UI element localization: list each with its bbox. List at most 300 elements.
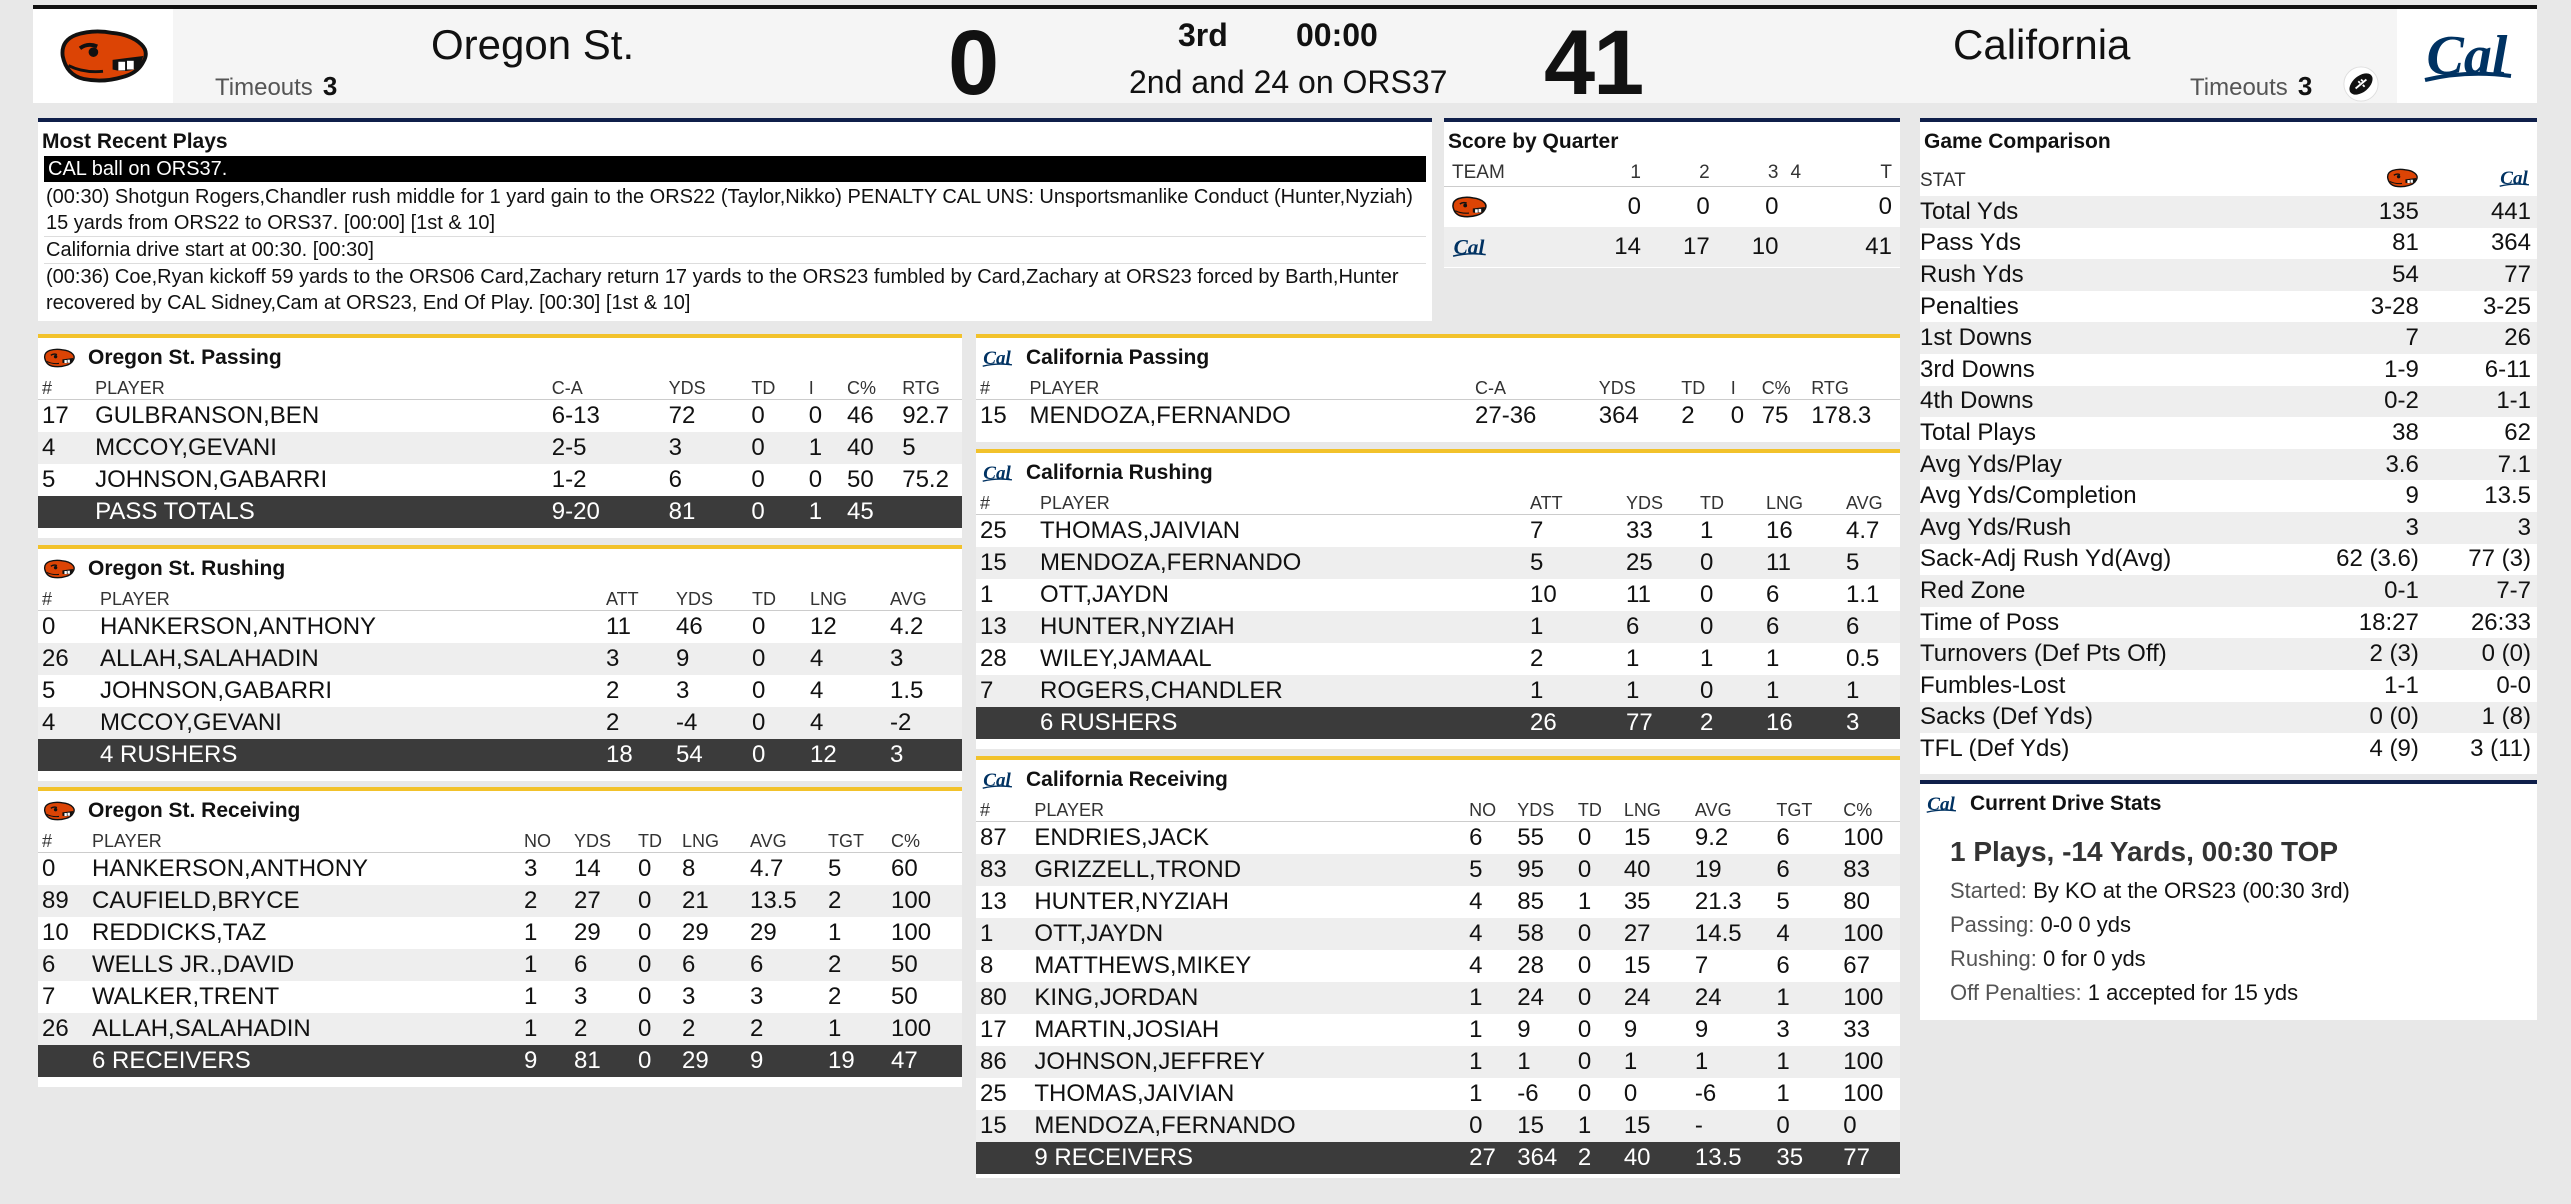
totals-cell [898,496,962,528]
stat-cell: 6 [1762,611,1842,643]
stat-cell: 55 [1517,823,1544,851]
stat-cell: 6 [1772,854,1839,886]
column-header: TD [1574,794,1620,822]
stat-cell: 0 [1574,982,1620,1014]
stat-cell: 26 [38,643,96,675]
stat-cell: 85 [1517,887,1544,915]
player-name: HUNTER,NYZIAH [1034,887,1230,915]
osu-stat-value: 0 (0) [2280,702,2425,734]
totals-label: 4 RUSHERS [96,739,602,771]
column-header: AVG [746,825,824,853]
totals-row [976,707,1900,739]
player-name: GULBRANSON,BEN [95,401,320,429]
stat-cell: 6 [1842,611,1900,643]
osu-receiving-table [38,825,962,1077]
stat-cell: 0 [752,676,766,704]
home-timeouts: Timeouts 3 [215,71,338,101]
stat-cell: 0 [1574,1046,1620,1078]
column-header: YDS [665,372,748,400]
stat-cell: 100 [1839,1046,1900,1078]
stat-cell: 0 [1696,611,1762,643]
stat-cell: 1 [1620,1046,1691,1078]
comparison-stat-label: Avg Yds/Rush [1920,512,2280,544]
comparison-stat-label: Total Plays [1920,418,2037,446]
stat-cell: 19 [1691,854,1773,886]
sbq-header: 4 [1787,156,1832,187]
possession-football-icon [2343,66,2379,102]
stat-cell: 6 [1469,823,1483,851]
stat-cell: 1 [805,432,843,464]
stat-cell: 0 [638,982,652,1010]
player-row [976,918,1900,950]
recent-play-lead: CAL ball on ORS37. [44,156,1426,182]
stat-cell: 4 [806,707,886,739]
column-header: YDS [1622,487,1696,515]
column-header: NO [520,825,570,853]
totals-cell: 3 [886,739,962,771]
cal-stat-value: 3-25 [2482,292,2531,320]
player-name: JOHNSON,GABARRI [95,465,328,493]
stat-cell: 1 [1626,644,1640,672]
stat-cell: 0 [634,949,678,981]
comparison-stat-label: 3rd Downs [1920,355,2035,383]
stat-cell: 27 [1620,918,1691,950]
stat-cell: 1 [524,982,538,1010]
stat-cell: -6 [1517,1079,1539,1107]
california-logo-icon [980,346,1014,370]
stat-cell: 5 [898,432,962,464]
stat-cell: 1 [1766,644,1780,672]
stat-cell: 0 [1577,1015,1592,1043]
stat-cell: 10 [1530,580,1557,608]
osu-stat-value: 3 [2280,512,2425,544]
column-header: ATT [1526,487,1622,515]
stat-cell: 3 [750,982,764,1010]
stat-cell: 1 [1772,982,1839,1014]
stat-cell: 1 [1577,887,1592,915]
california-receiving-panel [976,756,1900,1178]
cal-stat-value: 3 (11) [2470,734,2531,762]
osu-stat-value: 81 [2392,229,2419,257]
comparison-stat-label: Sack-Adj Rush Yd(Avg) [1920,545,2172,573]
oregon-state-logo-icon [42,557,76,581]
column-header: TD [747,372,804,400]
stat-cell: 100 [891,918,932,946]
totals-cell: 26 [1526,707,1622,739]
player-row [976,1046,1900,1078]
column-header: YDS [672,583,748,611]
osu-stat-value: 135 [2280,196,2425,228]
stat-cell: 1 [520,949,570,981]
stat-cell: 9 [1517,1015,1531,1043]
player-row [38,400,962,432]
player-row [38,611,962,643]
stat-cell: 14.5 [1691,918,1773,950]
totals-cell: 9-20 [548,496,665,528]
oregon-state-rushing-panel [38,545,962,781]
stat-cell: 7 [976,675,1036,707]
totals-cell: 0 [634,1045,678,1077]
column-header: PLAYER [96,583,602,611]
column-header: C-A [548,372,665,400]
cal-passing-table [976,372,1900,432]
column-header: # [976,372,1026,400]
recent-plays-title: Most Recent Plays [42,130,228,153]
down-and-distance: 2nd and 24 on ORS37 [1129,64,1448,100]
stat-cell: 50 [847,465,874,493]
stat-cell: 100 [1843,1079,1884,1107]
stat-cell: 27 [570,885,634,917]
stat-cell: 14 [574,854,601,882]
osu-stat-value: 54 [2280,259,2425,291]
column-header: # [38,825,88,853]
osu-stat-value: 0-1 [2280,575,2425,607]
stat-cell: 0 [1696,547,1762,579]
stat-cell: 0 [638,918,652,946]
comparison-stat-label: Time of Poss [1920,608,2060,636]
stat-cell: 0 [751,465,765,493]
player-name: OTT,JAYDN [1040,580,1169,608]
comparison-row [1920,607,2537,639]
column-header: PLAYER [1036,487,1526,515]
stat-cell: 2 [520,885,570,917]
stat-cell: 7 [1530,516,1544,544]
player-row [38,917,962,949]
totals-cell: 2 [1696,707,1762,739]
current-drive-panel [1920,780,2537,1020]
column-header: C-A [1471,372,1595,400]
comparison-stat-label: Pass Yds [1920,229,2021,257]
osu-stat-value: 7 [2280,322,2425,354]
stat-cell: 46 [676,612,703,640]
stat-cell: 15 [1513,1110,1574,1142]
osu-stat-value: 3.6 [2280,449,2425,481]
stat-cell: 1 [1622,675,1696,707]
totals-cell: 29 [678,1045,746,1077]
totals-row [38,496,962,528]
stat-cell: 0 [808,465,823,493]
stat-cell: 6 [1622,611,1696,643]
osu-stat-value: 62 (3.6) [2336,545,2419,573]
comparison-row [1920,449,2537,481]
comparison-row [1920,291,2537,323]
stat-cell: 7 [1694,951,1709,979]
cal-stat-value: 3 [2425,512,2537,544]
stat-cell: 5 [1465,854,1513,886]
sbq-cell: 0 [1765,192,1779,220]
stat-cell: 0 [808,401,823,429]
stat-cell: 2-5 [548,432,665,464]
totals-cell: 27 [1465,1142,1513,1174]
stat-cell: 0 [42,854,56,882]
column-header: TD [634,825,678,853]
totals-cell: 54 [672,739,748,771]
stat-cell: 6 [746,949,824,981]
stat-cell: 1 [1700,516,1714,544]
stat-cell: 4.7 [750,854,784,882]
comparison-stat-label: Rush Yds [1920,259,2280,291]
stat-cell: 8 [980,951,994,979]
totals-cell: 0 [747,496,804,528]
stat-cell: 1 [1776,1079,1790,1107]
california-rushing-panel [976,449,1900,749]
column-header: C% [1839,794,1900,822]
stat-cell: -4 [672,707,748,739]
column-header: YDS [1595,372,1678,400]
away-team-name: California [1953,21,2131,68]
player-row [38,643,962,675]
stat-cell: 0 [1839,1110,1900,1142]
stat-cell: 0 [638,854,652,882]
column-header: # [976,487,1036,515]
column-header: RTG [898,372,962,400]
column-header: PLAYER [88,825,520,853]
stat-cell: 9.2 [1694,823,1729,851]
totals-cell: 9 [520,1045,570,1077]
stat-cell: 0 [1577,1079,1592,1107]
comparison-stat-label: Avg Yds/Completion [1920,482,2137,510]
cal-stat-value: 26:33 [2470,608,2531,636]
stat-cell: 0 [1700,580,1714,608]
stat-cell: 28 [1517,951,1544,979]
totals-cell: 81 [570,1045,634,1077]
stat-cell: 67 [1843,951,1870,979]
stat-cell: 1 [1772,1046,1839,1078]
player-name: ALLAH,SALAHADIN [88,1013,520,1045]
totals-cell: 9 [746,1045,824,1077]
comparison-row [1920,228,2537,260]
stat-cell: 5 [1526,547,1622,579]
drive-penalties: Off Penalties: 1 accepted for 15 yds [1950,980,2299,1005]
player-row [38,981,962,1013]
stat-cell: 29 [682,918,709,946]
player-name: HANKERSON,ANTHONY [100,612,377,640]
player-name: MENDOZA,FERNANDO [1029,401,1291,429]
stat-cell: 11 [1626,580,1651,608]
stat-cell: 0 [751,401,765,429]
stat-cell: 8 [682,854,696,882]
stat-cell: 1 [1526,611,1622,643]
stat-cell: 75.2 [902,465,949,493]
comparison-stat-label: Sacks (Def Yds) [1920,702,2280,734]
player-name: MENDOZA,FERNANDO [1030,1110,1465,1142]
california-logo-icon [1924,792,1958,816]
stat-cell: 0 [748,707,806,739]
player-name: JOHNSON,JEFFREY [1030,1046,1465,1078]
player-name: ROGERS,CHANDLER [1036,675,1526,707]
player-name: GRIZZELL,TROND [1030,854,1465,886]
stat-cell: 33 [1626,516,1653,544]
stat-cell: 15 [976,1110,1030,1142]
totals-cell: 16 [1762,707,1842,739]
stat-cell: 13.5 [746,885,824,917]
player-row [38,1013,962,1045]
totals-label: 6 RECEIVERS [88,1045,520,1077]
stat-cell: 0.5 [1846,644,1880,672]
comparison-row [1920,417,2537,449]
stat-cell: 12 [810,612,837,640]
totals-cell [38,739,96,771]
stat-cell: 2 [828,982,842,1010]
stat-cell: -2 [886,707,962,739]
oregon-state-passing-panel [38,334,962,538]
score-by-quarter-table [1444,156,1900,267]
stat-cell: 46 [847,401,874,429]
stat-cell: 86 [976,1046,1030,1078]
stat-cell: 364 [1598,401,1639,429]
player-row [38,432,962,464]
stat-cell: 1 [1469,1015,1483,1043]
totals-cell: 3 [1842,707,1900,739]
column-header: # [38,372,91,400]
stat-cell: 2 [746,1013,824,1045]
comparison-stat-label: Total Yds [1920,196,2280,228]
stat-cell: 9 [672,643,748,675]
stat-cell: 28 [980,644,1007,672]
osu-stat-value: 2 (3) [2280,638,2425,670]
sbq-cell [1787,227,1832,267]
play-item: California drive start at 00:30. [00:30] [44,237,1426,264]
sbq-cell: 41 [1831,227,1900,267]
player-row [976,1110,1900,1142]
score-by-quarter-panel [1444,118,1900,268]
stat-cell: 24 [1620,982,1691,1014]
play-item: (00:30) Shotgun Rogers,Chandler rush middle for 1 yard gain to the ORS22 (Taylor,Nikko) PENALTY CAL UNS: Unsportsmanlike Conduct (Hunter,Nyziah) 15 yards from ORS22 to ORS37. [00:00] [1st & 10] [44,184,1426,237]
stat-cell: 15 [1623,823,1651,851]
player-row [38,464,962,496]
stat-cell: 5 [42,676,56,704]
comparison-row [1920,386,2537,418]
sbq-header: 1 [1580,156,1649,187]
comparison-stat-label: Avg Yds/Play [1920,449,2280,481]
stat-cell: 1 [824,1013,887,1045]
oregon-state-logo-icon [1450,195,1488,219]
totals-row [38,1045,962,1077]
stat-cell: 0 [634,1013,678,1045]
totals-cell: 47 [887,1045,962,1077]
stat-cell: 100 [1839,918,1900,950]
stat-cell: 1 [976,918,1030,950]
player-row [976,950,1900,982]
stat-cell: 40 [1620,854,1691,886]
california-passing-panel [976,334,1900,442]
stat-cell: 33 [1843,1015,1870,1043]
column-header: # [38,583,96,611]
player-row [976,1078,1900,1110]
recent-plays-panel [38,118,1432,321]
totals-cell: 12 [806,739,886,771]
totals-label: 6 RUSHERS [1036,707,1526,739]
stat-cell: -6 [1694,1079,1717,1107]
player-row [38,949,962,981]
stat-cell: 83 [1839,854,1900,886]
column-header: RTG [1807,372,1900,400]
column-header: LNG [806,583,886,611]
comparison-stat-label: Turnovers (Def Pts Off) [1920,638,2280,670]
drive-started: Started: By KO at the ORS23 (00:30 3rd) [1950,878,2350,903]
stat-cell: 178.3 [1811,401,1872,429]
stat-cell: 11 [606,612,631,640]
stat-cell: 3 [676,676,690,704]
stat-cell: 3 [574,982,588,1010]
drive-summary: 1 Plays, -14 Yards, 00:30 TOP [1950,836,2339,867]
stat-cell: 4.7 [1846,516,1880,544]
cal-stat-value: 6-11 [2484,355,2531,383]
column-header: NO [1465,794,1513,822]
player-name: WELLS JR.,DAVID [88,949,520,981]
player-row [976,982,1900,1014]
totals-label: 9 RECEIVERS [1030,1142,1465,1174]
player-name: MCCOY,GEVANI [96,707,602,739]
stat-cell: 5 [828,854,842,882]
column-header: YDS [570,825,634,853]
comparison-row [1920,512,2537,544]
osu-stat-value: 1-1 [2384,671,2419,699]
totals-cell [976,1142,1030,1174]
column-header: TGT [824,825,887,853]
stat-cell: 7 [42,982,56,1010]
stat-cell: 15 [976,547,1036,579]
comparison-stat-header: STAT [1920,170,1966,191]
stat-cell: 4 [1772,918,1839,950]
totals-row [976,1142,1900,1174]
player-name: JOHNSON,GABARRI [100,676,333,704]
stat-cell: 3 [665,432,748,464]
stat-cell: 0 [1574,918,1620,950]
stat-cell: 1 [1526,675,1622,707]
stat-cell: 17 [42,401,69,429]
stat-cell: 1 [1465,1046,1513,1078]
drive-passing: Passing: 0-0 0 yds [1950,912,2132,937]
stat-cell: 5 [1842,547,1900,579]
stat-cell: 1 [1469,1079,1483,1107]
stat-cell: 16 [1766,516,1793,544]
comparison-row [1920,702,2537,734]
stat-cell: 0 [1577,823,1592,851]
stat-cell: 1 [1574,1110,1620,1142]
stat-cell: 26 [38,1013,88,1045]
stat-cell: 0 [1574,854,1620,886]
stat-cell: 4 [1469,887,1483,915]
player-row [976,886,1900,918]
stat-cell: 100 [887,1013,962,1045]
totals-cell: 1 [805,496,843,528]
cal-stat-value: 0-0 [2496,671,2531,699]
player-row [976,1014,1900,1046]
comparison-row [1920,670,2537,702]
player-name: HUNTER,NYZIAH [1036,611,1526,643]
totals-cell: 81 [665,496,748,528]
stat-cell: 72 [668,401,696,429]
stat-cell: 2 [824,885,887,917]
totals-cell: 77 [1839,1142,1900,1174]
stat-cell: 13 [976,611,1036,643]
stat-cell: 80 [976,982,1030,1014]
sbq-header: T [1831,156,1900,187]
california-logo-icon [1450,234,1488,260]
player-name: MENDOZA,FERNANDO [1036,547,1526,579]
player-name: THOMAS,JAIVIAN [1040,516,1241,544]
player-row [976,547,1900,579]
sbq-cell: 0 [1696,192,1710,220]
player-row [976,579,1900,611]
stat-cell: 11 [1762,547,1842,579]
totals-cell: 13.5 [1691,1142,1773,1174]
column-header: LNG [1762,487,1842,515]
stat-cell: 29 [574,918,601,946]
comparison-stat-label: Fumbles-Lost [1920,671,2066,699]
totals-row [38,739,962,771]
